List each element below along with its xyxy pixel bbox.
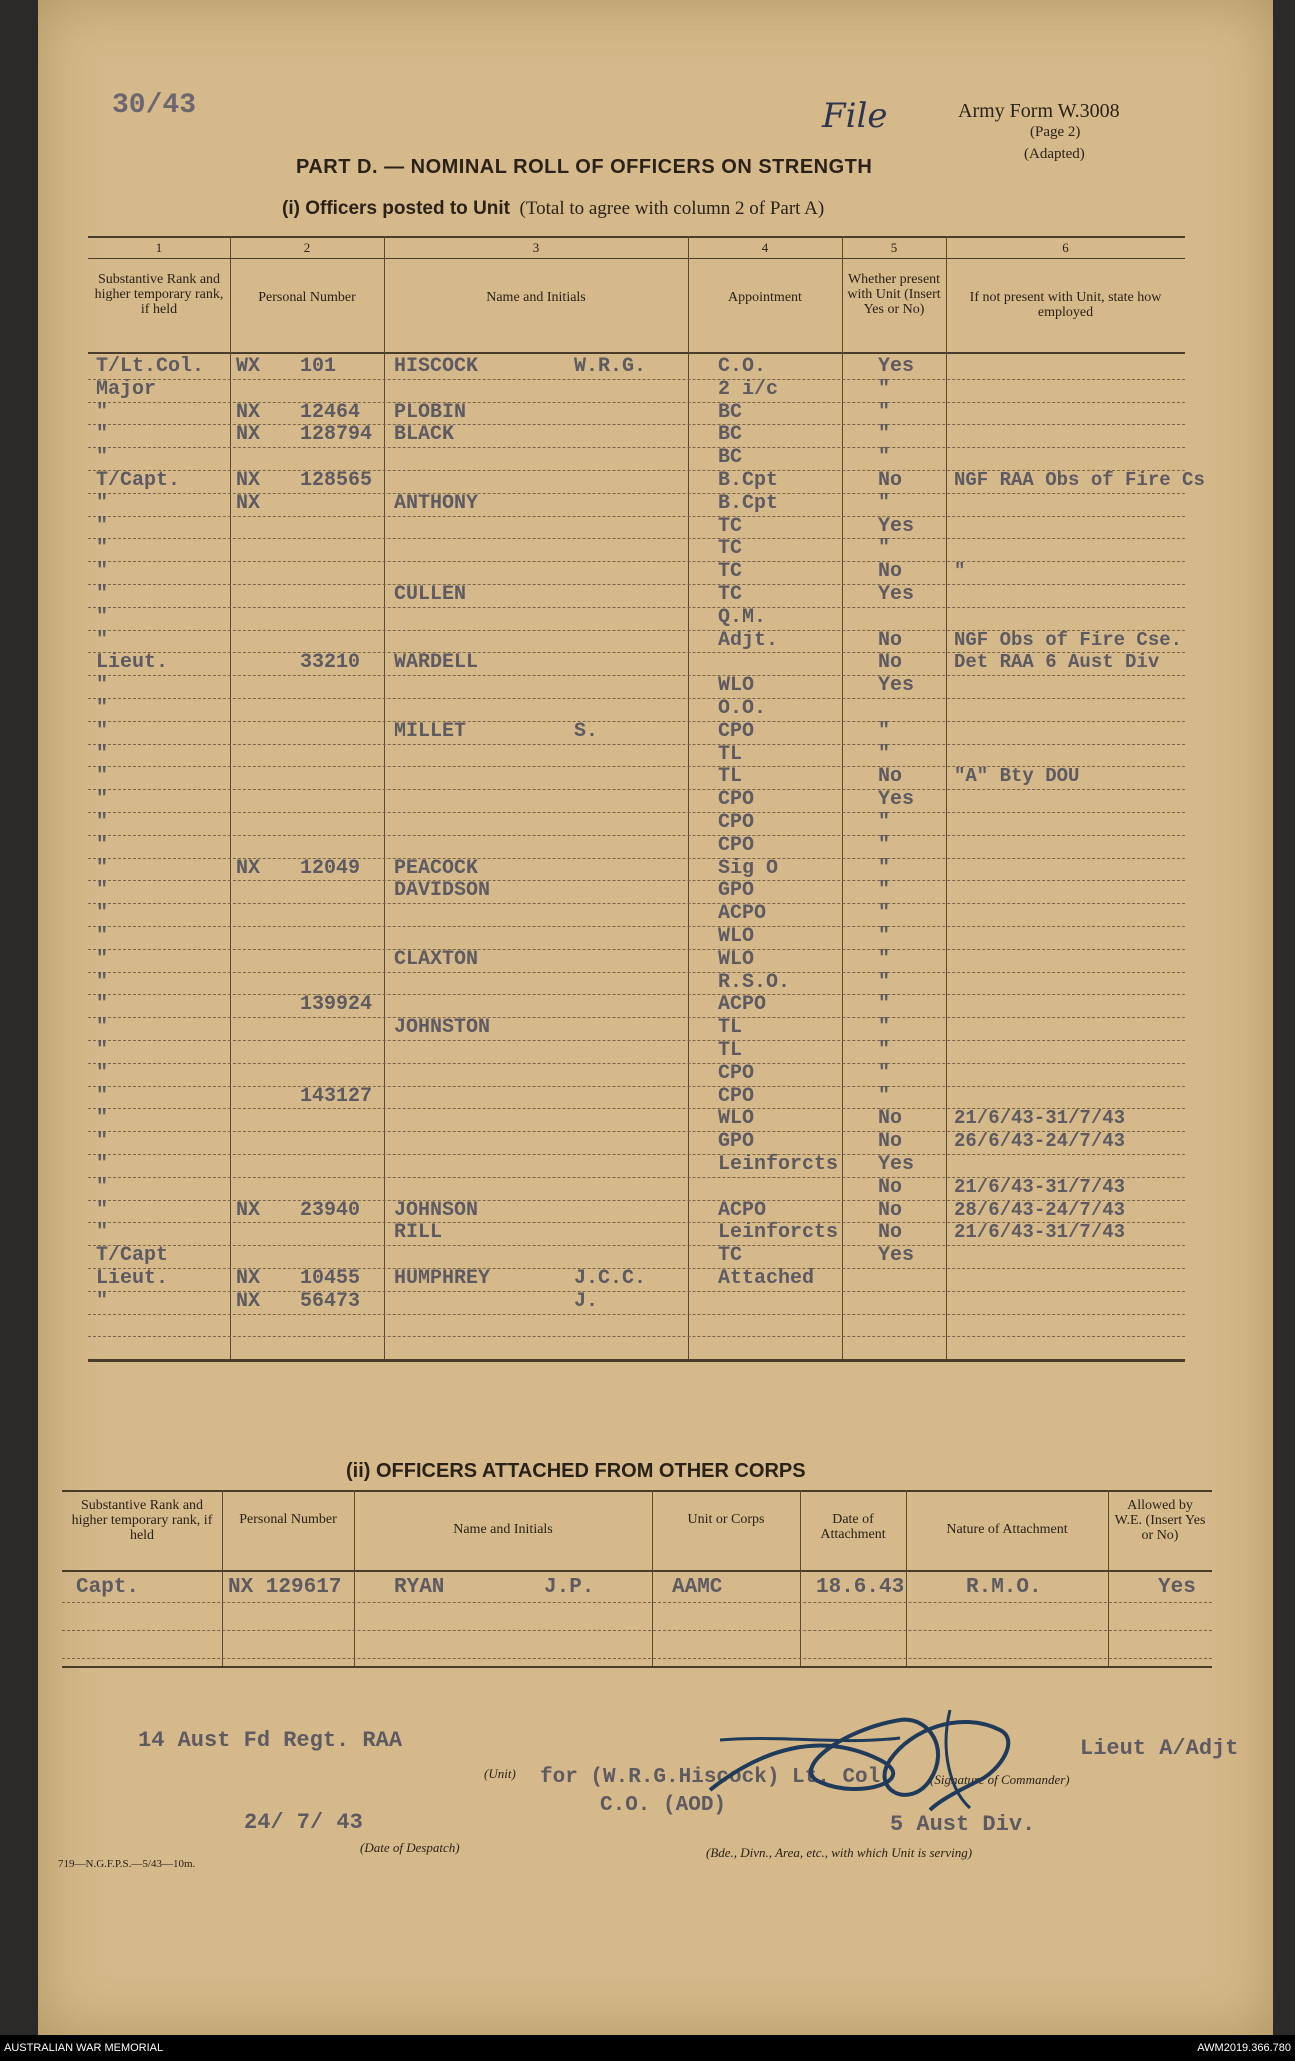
row-appointment: ACPO <box>718 902 767 926</box>
table-row <box>88 584 1185 607</box>
row-appointment: TL <box>718 1039 743 1062</box>
table-row <box>88 698 1185 721</box>
row-rank: " <box>96 674 109 698</box>
table-row <box>88 858 1185 881</box>
print-code: 719—N.G.F.P.S.—5/43—10m. <box>58 1858 196 1870</box>
row-rank: " <box>96 514 109 538</box>
column-number: 5 <box>890 240 898 255</box>
row-name: JOHNSON <box>394 1198 479 1222</box>
table-row <box>88 402 1185 425</box>
table-row <box>88 903 1185 926</box>
column-header: Substantive Rank and higher temporary rank, if held <box>94 272 224 317</box>
column-header: Name and Initials <box>453 1522 553 1537</box>
part-ii-header-rule <box>62 1570 1212 1572</box>
table-row <box>88 1245 1185 1268</box>
row-initials: J. <box>574 1289 599 1313</box>
column-header: Nature of Attachment <box>946 1522 1068 1537</box>
row-rank: " <box>96 491 109 515</box>
row-name: CLAXTON <box>394 947 479 971</box>
part-i-row-rule <box>88 1314 1185 1315</box>
row-present: Yes <box>878 788 915 812</box>
row-present: No <box>878 560 903 584</box>
table-row <box>88 721 1185 744</box>
table-row <box>88 789 1185 812</box>
row-appointment: CPO <box>718 811 755 834</box>
row-rank: " <box>96 1039 109 1062</box>
row-present: Yes <box>878 514 915 538</box>
row-rank: " <box>96 537 109 561</box>
row-rank: " <box>96 925 109 948</box>
row-employment: 28/6/43-24/7/43 <box>954 1198 1126 1221</box>
row-rank: " <box>96 970 109 994</box>
row-appointment: Attached <box>718 1267 815 1290</box>
row-rank: " <box>96 400 109 424</box>
table-row <box>88 1222 1185 1245</box>
table-row <box>88 1040 1185 1063</box>
row-present: " <box>878 1039 891 1062</box>
row-appointment: BC <box>718 400 743 424</box>
row-present: " <box>878 537 891 561</box>
row-employment: " <box>954 560 966 583</box>
column-number: 2 <box>303 240 311 255</box>
despatch-date-value: 24/ 7/ 43 <box>244 1810 363 1835</box>
row-personal-number: 143127 <box>300 1084 373 1108</box>
row-present: " <box>878 719 891 743</box>
row-rank: " <box>96 879 109 903</box>
attached-initials: J.P. <box>544 1576 595 1599</box>
row-present: " <box>878 742 891 766</box>
row-personal-number: 33210 <box>300 651 361 675</box>
table-row <box>88 1063 1185 1086</box>
table-row <box>88 835 1185 858</box>
row-rank: T/Capt. <box>96 469 181 492</box>
row-rank: " <box>96 788 109 812</box>
row-present: " <box>878 879 891 903</box>
row-rank: " <box>96 605 109 629</box>
row-rank: " <box>96 902 109 926</box>
table-row <box>88 630 1185 653</box>
part-ii-row-rule <box>62 1658 1212 1659</box>
table-row <box>88 424 1185 447</box>
table-row <box>88 812 1185 835</box>
row-present: " <box>878 1084 891 1108</box>
row-name: PEACOCK <box>394 856 479 880</box>
table-row <box>88 926 1185 949</box>
table-row <box>88 469 1205 493</box>
row-appointment: GPO <box>718 1130 755 1154</box>
formation-value: 5 Aust Div. <box>890 1812 1036 1837</box>
row-rank: " <box>96 856 109 880</box>
row-number-prefix: NX <box>236 856 261 880</box>
row-appointment: ACPO <box>718 993 767 1017</box>
part-ii-top-rule <box>62 1490 1212 1492</box>
table-row <box>88 652 1185 675</box>
column-header: Personal Number <box>258 290 356 305</box>
table-row <box>88 994 1185 1017</box>
row-initials: J.C.C. <box>574 1267 647 1290</box>
column-header: Personal Number <box>239 1512 337 1527</box>
row-appointment: WLO <box>718 1107 755 1131</box>
part-ii-bottom-rule <box>62 1666 1212 1668</box>
part-i-number-rule <box>88 258 1185 259</box>
subtitle-rest: (Total to agree with column 2 of Part A) <box>519 198 825 219</box>
row-personal-number: 128794 <box>300 423 373 447</box>
row-appointment: CPO <box>718 788 755 812</box>
row-rank: " <box>96 1221 109 1245</box>
archive-right: AWM2019.366.780 <box>1197 2042 1291 2054</box>
row-name: MILLET <box>394 719 467 743</box>
row-present: " <box>878 1061 891 1085</box>
table-row <box>88 972 1185 995</box>
part-ii-row-rule <box>62 1602 1212 1603</box>
row-rank: " <box>96 1016 109 1040</box>
row-present: " <box>878 377 891 401</box>
part-ii-title: (ii) OFFICERS ATTACHED FROM OTHER CORPS <box>346 1460 806 1482</box>
row-number-prefix: NX <box>236 1289 261 1313</box>
row-rank: " <box>96 628 109 652</box>
row-rank: " <box>96 560 109 584</box>
attached-allowed: Yes <box>1158 1576 1196 1599</box>
row-personal-number: 56473 <box>300 1289 361 1313</box>
row-rank: " <box>96 583 109 606</box>
row-name: BLACK <box>394 423 455 447</box>
row-employment: Det RAA 6 Aust Div <box>954 651 1160 674</box>
table-row <box>62 1574 1212 1602</box>
row-employment: 21/6/43-31/7/43 <box>954 1221 1126 1244</box>
row-present: " <box>878 811 891 834</box>
row-appointment: O.O. <box>718 697 767 720</box>
subtitle-bold: (i) Officers posted to Unit <box>282 198 510 219</box>
row-rank: Major <box>96 377 157 401</box>
row-present: " <box>878 947 891 971</box>
part-i-top-rule <box>88 236 1185 238</box>
row-present: No <box>878 1175 903 1199</box>
despatch-date-label: (Date of Despatch) <box>360 1840 460 1855</box>
row-appointment: WLO <box>718 925 755 948</box>
row-personal-number: 12049 <box>300 856 361 880</box>
row-present: " <box>878 970 891 994</box>
table-row <box>88 356 1185 379</box>
attached-corps: AAMC <box>672 1576 723 1599</box>
table-row <box>88 379 1185 402</box>
row-present: No <box>878 628 903 652</box>
file-number: 30/43 <box>112 90 197 121</box>
row-personal-number: 23940 <box>300 1198 361 1222</box>
row-rank: " <box>96 423 109 447</box>
attached-rank: Capt. <box>76 1576 140 1599</box>
row-appointment: Q.M. <box>718 605 767 629</box>
table-row <box>88 949 1185 972</box>
row-name: WARDELL <box>394 651 479 675</box>
attached-personal-number: NX 129617 <box>228 1576 342 1599</box>
row-rank: " <box>96 1084 109 1108</box>
row-appointment: 2 i/c <box>718 377 779 401</box>
row-name: ANTHONY <box>394 491 479 515</box>
row-name: DAVIDSON <box>394 879 491 903</box>
row-rank: " <box>96 446 109 470</box>
row-present: " <box>878 925 891 948</box>
part-i-row-rule <box>88 1336 1185 1337</box>
attached-date: 18.6.43 <box>816 1576 905 1599</box>
row-rank: Lieut. <box>96 651 169 675</box>
column-header: Name and Initials <box>486 290 586 305</box>
column-header: If not present with Unit, state how employed <box>969 290 1162 320</box>
row-appointment: WLO <box>718 947 755 971</box>
table-row <box>88 1291 1185 1314</box>
row-present: Yes <box>878 355 915 378</box>
unit-value: 14 Aust Fd Regt. RAA <box>138 1728 403 1753</box>
column-header: Substantive Rank and higher temporary rank, if held <box>71 1498 213 1543</box>
row-present: " <box>878 423 891 447</box>
row-rank: " <box>96 947 109 971</box>
row-rank: " <box>96 811 109 834</box>
row-present: No <box>878 1198 903 1222</box>
row-present: " <box>878 400 891 424</box>
row-present: " <box>878 993 891 1017</box>
row-appointment: Leinforcts <box>718 1221 839 1245</box>
table-row <box>88 1131 1185 1154</box>
part-ii-row-rule <box>62 1630 1212 1631</box>
row-number-prefix: NX <box>236 423 261 447</box>
row-appointment: BC <box>718 423 743 447</box>
form-title: PART D. — NOMINAL ROLL OF OFFICERS ON STRENGTH <box>296 156 873 178</box>
row-number-prefix: NX <box>236 1267 261 1290</box>
row-rank: T/Lt.Col. <box>96 355 205 378</box>
column-number: 4 <box>761 240 769 255</box>
row-appointment: TC <box>718 583 743 606</box>
table-row <box>88 516 1185 539</box>
row-present: " <box>878 491 891 515</box>
row-employment: "A" Bty DOU <box>954 765 1080 788</box>
row-appointment: TL <box>718 765 743 789</box>
row-appointment: BC <box>718 446 743 470</box>
column-header: Unit or Corps <box>687 1512 765 1527</box>
row-present: Yes <box>878 1153 915 1176</box>
row-rank: " <box>96 833 109 857</box>
row-personal-number: 12464 <box>300 400 361 424</box>
table-row <box>88 1200 1185 1223</box>
row-rank: " <box>96 993 109 1017</box>
row-present: Yes <box>878 583 915 606</box>
form-name: Army Form W.3008 <box>958 100 1120 122</box>
row-personal-number: 10455 <box>300 1267 361 1290</box>
row-rank: Lieut. <box>96 1267 169 1290</box>
row-name: PLOBIN <box>394 400 467 424</box>
row-appointment: TL <box>718 1016 743 1040</box>
row-employment: NGF RAA Obs of Fire Cs <box>954 469 1205 491</box>
row-number-prefix: NX <box>236 400 261 424</box>
column-header: Date of Attachment <box>820 1512 886 1542</box>
row-appointment: B.Cpt <box>718 469 779 492</box>
row-employment: 26/6/43-24/7/43 <box>954 1130 1126 1153</box>
row-rank: " <box>96 1130 109 1154</box>
column-number: 3 <box>532 240 540 255</box>
table-row <box>88 1154 1185 1177</box>
attached-nature: R.M.O. <box>966 1576 1042 1599</box>
commander-signature <box>700 1690 1060 1830</box>
table-row <box>88 1017 1185 1040</box>
row-name: CULLEN <box>394 583 467 606</box>
co-line: C.O. (AOD) <box>600 1794 727 1817</box>
table-row <box>88 1108 1185 1131</box>
row-appointment: TL <box>718 742 743 766</box>
row-rank: " <box>96 719 109 743</box>
table-row <box>88 1268 1185 1291</box>
table-row <box>88 766 1185 789</box>
row-personal-number: 139924 <box>300 993 373 1017</box>
row-rank: " <box>96 765 109 789</box>
row-present: " <box>878 833 891 857</box>
row-present: " <box>878 1016 891 1040</box>
row-present: No <box>878 651 903 675</box>
row-present: " <box>878 902 891 926</box>
unit-label: (Unit) <box>484 1766 516 1781</box>
row-name: HISCOCK <box>394 355 479 378</box>
row-present: No <box>878 1130 903 1154</box>
row-initials: W.R.G. <box>574 355 647 378</box>
row-name: HUMPHREY <box>394 1267 491 1290</box>
row-appointment: CPO <box>718 833 755 857</box>
column-number: 1 <box>155 240 163 255</box>
part-i-bottom-rule <box>88 1359 1185 1362</box>
row-rank: T/Capt <box>96 1244 169 1268</box>
row-appointment: CPO <box>718 1061 755 1085</box>
form-page: (Page 2) <box>1030 124 1081 140</box>
row-rank: " <box>96 1289 109 1313</box>
row-rank: " <box>96 697 109 720</box>
archive-left: AUSTRALIAN WAR MEMORIAL <box>4 2042 164 2054</box>
row-appointment: CPO <box>718 719 755 743</box>
formation-label: (Bde., Divn., Area, etc., with which Unit is serving) <box>706 1845 973 1860</box>
row-appointment: ACPO <box>718 1198 767 1222</box>
row-appointment: R.S.O. <box>718 970 791 994</box>
table-row <box>88 880 1185 903</box>
table-row <box>88 675 1185 698</box>
table-row <box>88 493 1185 516</box>
form-subtitle <box>282 198 824 220</box>
row-present: No <box>878 765 903 789</box>
row-initials: S. <box>574 719 599 743</box>
row-present: " <box>878 856 891 880</box>
row-employment: NGF Obs of Fire Cse. <box>954 628 1183 651</box>
row-appointment: Adjt. <box>718 628 779 652</box>
row-appointment: TC <box>718 560 743 584</box>
row-appointment: B.Cpt <box>718 491 779 515</box>
table-row <box>88 538 1185 561</box>
row-personal-number: 128565 <box>300 469 373 492</box>
row-name: JOHNSTON <box>394 1016 491 1040</box>
row-appointment: TC <box>718 514 743 538</box>
for-line: for (W.R.G.Hiscock) Lt. Col <box>540 1766 881 1789</box>
row-appointment: WLO <box>718 674 755 698</box>
row-appointment: Sig O <box>718 856 779 880</box>
column-header: Allowed by W.E. (Insert Yes or No) <box>1114 1498 1206 1543</box>
signer-rank: Lieut A/Adjt <box>1080 1736 1239 1761</box>
column-number: 6 <box>1062 240 1069 255</box>
row-present: Yes <box>878 674 915 698</box>
row-employment: 21/6/43-31/7/43 <box>954 1175 1126 1198</box>
signature-label: (Signature of Commander) <box>930 1772 1070 1787</box>
column-header: Whether present with Unit (Insert Yes or No) <box>847 272 941 317</box>
row-rank: " <box>96 1107 109 1131</box>
archive-strip <box>0 2035 1295 2061</box>
file-annotation: File <box>822 96 888 136</box>
part-i-header-rule <box>88 352 1185 354</box>
row-appointment: CPO <box>718 1084 755 1108</box>
row-rank: " <box>96 1198 109 1222</box>
row-appointment: C.O. <box>718 355 767 378</box>
row-name: RILL <box>394 1221 443 1245</box>
row-rank: " <box>96 1175 109 1199</box>
row-rank: " <box>96 1061 109 1085</box>
form-adapted: (Adapted) <box>1024 146 1085 162</box>
row-number-prefix: WX <box>236 355 261 378</box>
row-appointment: Leinforcts <box>718 1153 839 1176</box>
row-number-prefix: NX <box>236 469 261 492</box>
table-row <box>88 447 1185 470</box>
table-row <box>88 1177 1185 1200</box>
row-present: No <box>878 469 903 492</box>
attached-name: RYAN <box>394 1576 445 1599</box>
row-rank: " <box>96 1153 109 1176</box>
table-row <box>88 607 1185 630</box>
row-present: No <box>878 1107 903 1131</box>
table-row <box>88 1086 1185 1109</box>
row-personal-number: 101 <box>300 355 337 378</box>
row-number-prefix: NX <box>236 1198 261 1222</box>
row-present: No <box>878 1221 903 1245</box>
row-present: " <box>878 446 891 470</box>
row-appointment: GPO <box>718 879 755 903</box>
column-header: Appointment <box>728 290 802 305</box>
row-appointment: TC <box>718 1244 743 1268</box>
row-number-prefix: NX <box>236 491 261 515</box>
table-row <box>88 561 1185 584</box>
row-rank: " <box>96 742 109 766</box>
table-row <box>88 744 1185 767</box>
row-appointment: TC <box>718 537 743 561</box>
row-employment: 21/6/43-31/7/43 <box>954 1107 1126 1130</box>
row-present: Yes <box>878 1244 915 1268</box>
